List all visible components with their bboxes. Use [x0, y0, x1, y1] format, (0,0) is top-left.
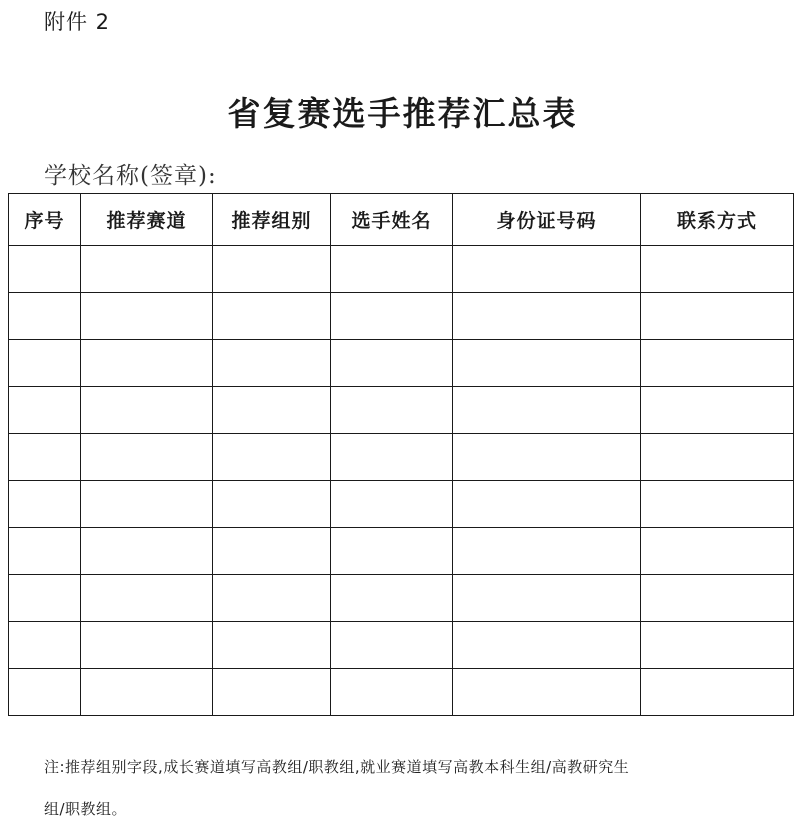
table-cell — [9, 669, 81, 716]
table-cell — [81, 669, 213, 716]
table-cell — [331, 387, 453, 434]
table-body — [9, 246, 794, 716]
header-id-number: 身份证号码 — [453, 194, 641, 246]
document-title: 省复赛选手推荐汇总表 — [227, 94, 578, 133]
table-cell — [213, 669, 331, 716]
table-cell — [641, 481, 794, 528]
table-cell — [213, 575, 331, 622]
table-cell — [331, 246, 453, 293]
table-row — [9, 387, 794, 434]
table-cell — [81, 340, 213, 387]
table-row — [9, 340, 794, 387]
header-serial-number: 序号 — [9, 194, 81, 246]
table-row — [9, 575, 794, 622]
table-cell — [9, 340, 81, 387]
table-cell — [331, 622, 453, 669]
table-cell — [453, 669, 641, 716]
table-cell — [81, 528, 213, 575]
table-cell — [213, 481, 331, 528]
table-cell — [641, 528, 794, 575]
table-cell — [641, 387, 794, 434]
header-contestant-name: 选手姓名 — [331, 194, 453, 246]
footnote-line-1: 注:推荐组别字段,成长赛道填写高教组/职教组,就业赛道填写高教本科生组/高教研究生 — [44, 758, 630, 776]
table-cell — [213, 387, 331, 434]
table-cell — [453, 293, 641, 340]
table-cell — [453, 434, 641, 481]
table-cell — [81, 246, 213, 293]
table-cell — [9, 481, 81, 528]
table-cell — [213, 293, 331, 340]
table-header-row — [9, 194, 794, 246]
table-cell — [9, 246, 81, 293]
table-cell — [641, 293, 794, 340]
table-row — [9, 528, 794, 575]
school-name-label: 学校名称(签章): — [44, 163, 217, 189]
table-cell — [453, 481, 641, 528]
table-cell — [331, 434, 453, 481]
table-cell — [9, 293, 81, 340]
table-cell — [213, 340, 331, 387]
table-cell — [331, 340, 453, 387]
footnote-line-2: 组/职教组。 — [44, 800, 128, 818]
table-cell — [213, 434, 331, 481]
table-cell — [81, 387, 213, 434]
table-cell — [9, 528, 81, 575]
table-cell — [213, 622, 331, 669]
table-row — [9, 481, 794, 528]
table-cell — [81, 434, 213, 481]
table-cell — [453, 622, 641, 669]
table-cell — [331, 669, 453, 716]
table-cell — [9, 387, 81, 434]
table-cell — [331, 528, 453, 575]
table-cell — [213, 528, 331, 575]
header-recommended-track: 推荐赛道 — [81, 194, 213, 246]
table-cell — [81, 622, 213, 669]
table-cell — [453, 387, 641, 434]
table-cell — [453, 575, 641, 622]
table-cell — [453, 246, 641, 293]
table-cell — [81, 575, 213, 622]
header-recommended-group: 推荐组别 — [213, 194, 331, 246]
table-cell — [213, 246, 331, 293]
table-cell — [453, 340, 641, 387]
table-cell — [453, 528, 641, 575]
table-row — [9, 622, 794, 669]
table-cell — [641, 340, 794, 387]
table-row — [9, 669, 794, 716]
attachment-label: 附件 2 — [44, 10, 111, 34]
table-cell — [641, 575, 794, 622]
table-cell — [9, 575, 81, 622]
recommendation-summary-table — [8, 193, 794, 716]
table-cell — [331, 575, 453, 622]
table-cell — [641, 434, 794, 481]
table-cell — [331, 481, 453, 528]
table-cell — [9, 434, 81, 481]
table-row — [9, 434, 794, 481]
table-cell — [331, 293, 453, 340]
table-row — [9, 246, 794, 293]
table-cell — [641, 622, 794, 669]
table-cell — [81, 293, 213, 340]
table-cell — [641, 669, 794, 716]
header-contact-info: 联系方式 — [641, 194, 794, 246]
table-cell — [9, 622, 81, 669]
table-cell — [641, 246, 794, 293]
table-row — [9, 293, 794, 340]
table-cell — [81, 481, 213, 528]
